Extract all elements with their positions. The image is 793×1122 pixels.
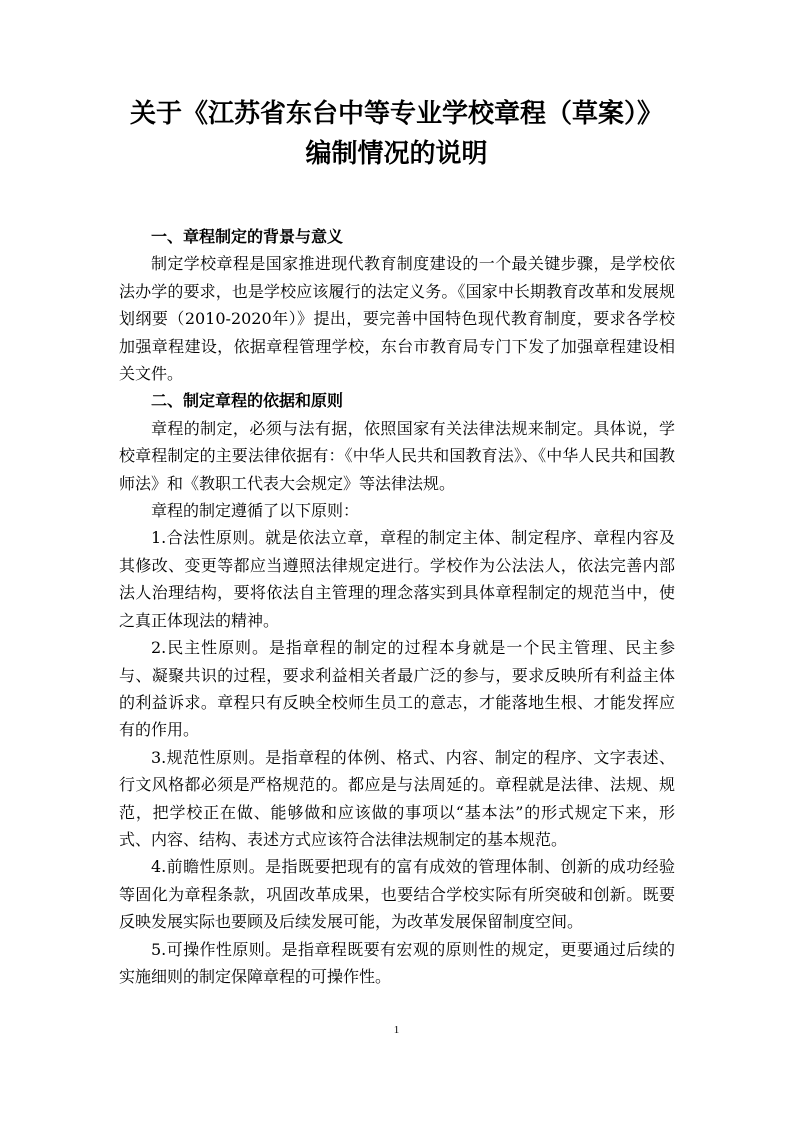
paragraph-legal-basis: 章程的制定，必须与法有据，依照国家有关法律法规来制定。具体说，学校章程制定的主要法律依据有：《中华人民共和国教育法》、《中华人民共和国教师法》和《教职工代表大会规定》等法律法规。 [119,418,675,493]
principle-foresight: 4.前瞻性原则。是指既要把现有的富有成效的管理体制、创新的成功经验等固化为章程条款，巩固改革成果，也要结合学校实际有所突破和创新。既要反映发展实际也要顾及后续发展可能，为改革发展保留制度空间。 [119,857,675,932]
page-number: 1 [393,1024,400,1036]
principle-operability: 5.可操作性原则。是指章程既要有宏观的原则性的规定，更要通过后续的实施细则的制定保障章程的可操作性。 [119,939,675,986]
section-heading-background: 一、章程制定的背景与意义 [151,227,344,246]
title-line-2: 编制情况的说明 [305,139,488,169]
title-line-1: 关于《江苏省东台中等专业学校章程（草案）》 [129,99,663,129]
principle-standardization: 3.规范性原则。是指章程的体例、格式、内容、制定的程序、文字表述、行文风格都必须是严格规范的。都应是与法周延的。章程就是法律、法规、规范，把学校正在做、能够做和应该做的事项以“基本法”的形式规定下来，形式、内容、结构、表述方式应该符合法律法规制定的基本规范。 [119,747,675,849]
document-title [100,94,693,174]
section-heading-basis: 二、制定章程的依据和原则 [151,391,344,411]
document-body [119,223,675,990]
principle-legality: 1.合法性原则。就是依法立章，章程的制定主体、制定程序、章程内容及其修改、变更等都应当遵照法律规定进行。学校作为公法法人，依法完善内部法人治理结构，要将依法自主管理的理念落实到具体章程制定的规范当中，使之真正体现法的精神。 [119,528,675,630]
principle-democracy: 2.民主性原则。是指章程的制定的过程本身就是一个民主管理、民主参与、凝聚共识的过程，要求利益相关者最广泛的参与，要求反映所有利益主体的利益诉求。章程只有反映全校师生员工的意志，才能落地生根、才能发挥应有的作用。 [119,638,675,740]
paragraph-principles-intro: 章程的制定遵循了以下原则： [151,501,360,521]
paragraph-background: 制定学校章程是国家推进现代教育制度建设的一个最关键步骤，是学校依法办学的要求，也是学校应该履行的法定义务。《国家中长期教育改革和发展规划纲要（2010-2020年）》提出，要完善中国特色现代教育制度，要求各学校加强章程建设，依据章程管理学校，东台市教育局专门下发了加强章程建设相关文件。 [119,254,675,384]
